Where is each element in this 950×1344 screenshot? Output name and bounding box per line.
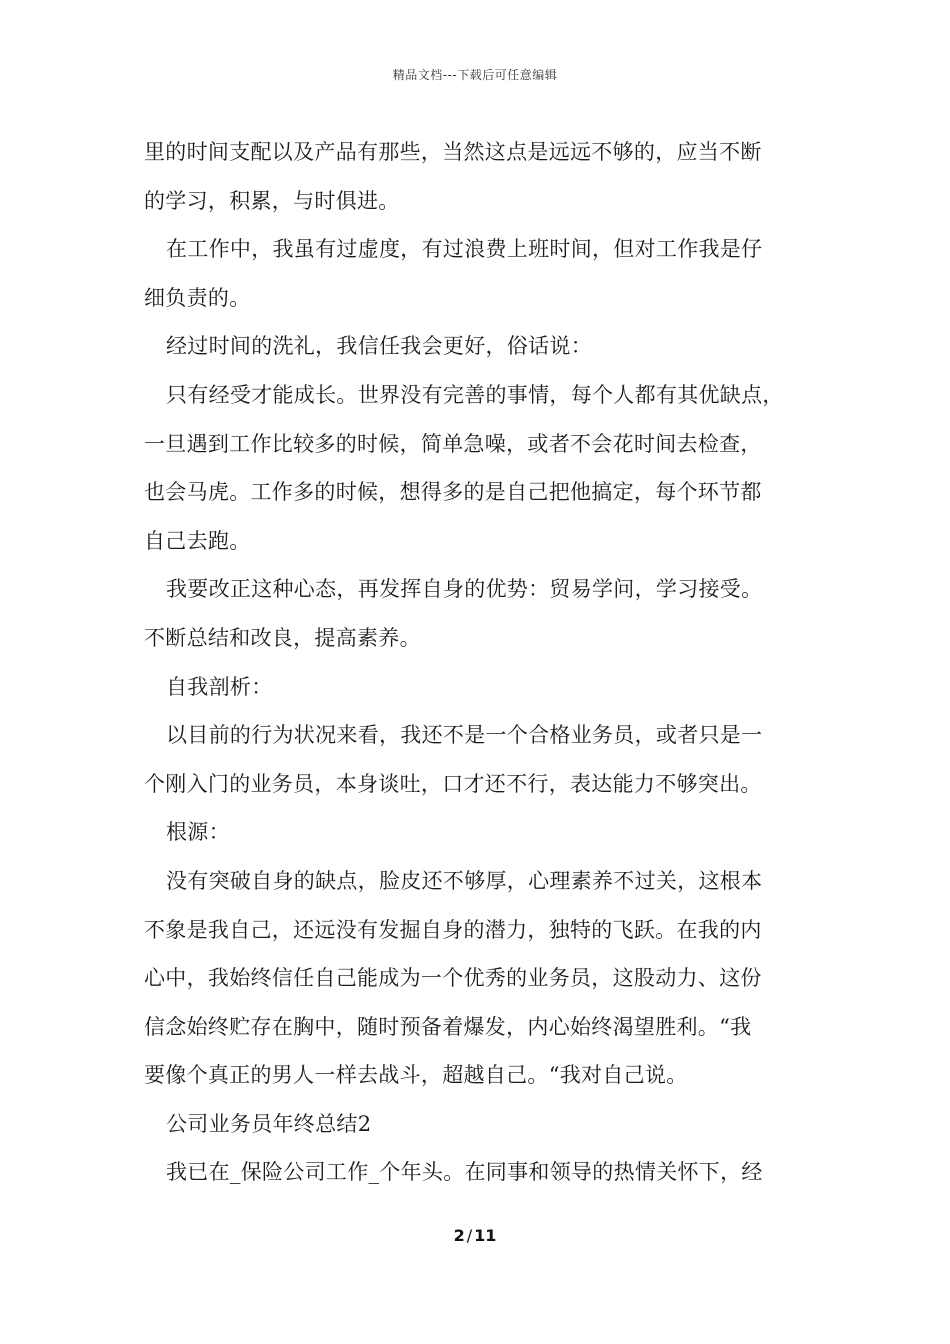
paragraph xyxy=(144,711,814,808)
text-line: 只有经受才能成长。世界没有完善的事情，每个人都有其优缺点， xyxy=(166,382,784,407)
text-line: 自我剖析： xyxy=(166,674,273,699)
paragraph xyxy=(144,371,814,565)
text-line: 个刚入门的业务员，本身谈吐，口才还不行，表达能力不够突出。 xyxy=(144,771,762,796)
current-page-number: 2 xyxy=(453,1226,465,1245)
text-line: 公司业务员年终总结2 xyxy=(166,1111,372,1136)
text-line: 我已在_保险公司工作_个年头。在同事和领导的热情关怀下，经 xyxy=(166,1160,763,1185)
paragraph xyxy=(144,322,814,371)
page-header: 精品文档---下载后可任意编辑 xyxy=(392,68,558,82)
text-line: 不断总结和改良，提高素养。 xyxy=(144,625,421,650)
paragraph xyxy=(144,128,814,225)
page-separator: / xyxy=(466,1226,473,1245)
text-line: 细负责的。 xyxy=(144,285,251,310)
text-line: 信念始终贮存在胸中，随时预备着爆发，内心始终渴望胜利。“我 xyxy=(144,1014,752,1039)
text-line: 我要改正这种心态，再发挥自身的优势：贸易学问，学习接受。 xyxy=(166,577,763,602)
page-number xyxy=(0,1226,950,1245)
text-line: 不象是我自己，还远没有发掘自身的潜力，独特的飞跃。在我的内 xyxy=(144,917,762,942)
text-line: 自己去跑。 xyxy=(144,528,251,553)
text-line: 以目前的行为状况来看，我还不是一个合格业务员，或者只是一 xyxy=(166,723,763,748)
paragraph xyxy=(144,663,814,712)
text-line: 没有突破自身的缺点，脸皮还不够厚，心理素养不过关，这根本 xyxy=(166,868,763,893)
text-line: 心中，我始终信任自己能成为一个优秀的业务员，这股动力、这份 xyxy=(144,966,762,991)
text-line: 在工作中，我虽有过虚度，有过浪费上班时间，但对工作我是仔 xyxy=(166,237,763,262)
text-line: 的学习，积累，与时俱进。 xyxy=(144,188,400,213)
text-line: 根源： xyxy=(166,820,230,845)
document-body xyxy=(144,128,814,1197)
text-line: 要像个真正的男人一样去战斗，超越自己。“我对自己说。 xyxy=(144,1063,688,1088)
paragraph xyxy=(144,857,814,1100)
paragraph xyxy=(144,808,814,857)
text-line: 一旦遇到工作比较多的时候，简单急噪，或者不会花时间去检查， xyxy=(144,431,762,456)
paragraph xyxy=(144,565,814,662)
paragraph xyxy=(144,225,814,322)
paragraph xyxy=(144,1100,814,1149)
total-page-count: 11 xyxy=(474,1226,497,1245)
paragraph xyxy=(144,1148,814,1197)
text-line: 里的时间支配以及产品有那些，当然这点是远远不够的，应当不断 xyxy=(144,140,762,164)
text-line: 也会马虎。工作多的时候，想得多的是自己把他搞定，每个环节都 xyxy=(144,480,762,505)
text-line: 经过时间的洗礼，我信任我会更好，俗话说： xyxy=(166,334,592,359)
